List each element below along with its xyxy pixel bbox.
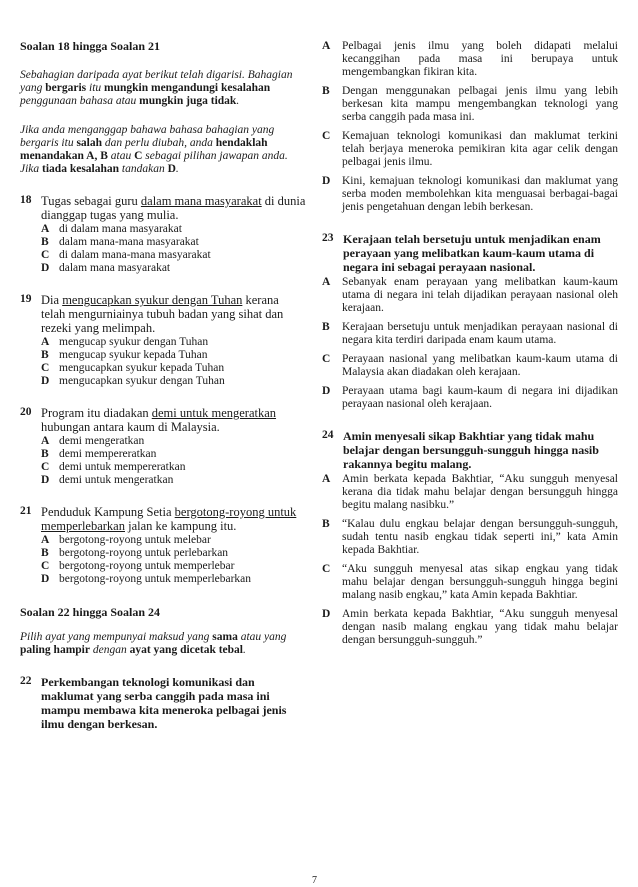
option-a[interactable]: A mengucap syukur dengan Tuhan <box>41 336 209 348</box>
question-number: 20 <box>20 406 32 418</box>
options-list <box>41 223 306 275</box>
underlined-phrase: dalam mana masyarakat <box>140 194 262 208</box>
option-c[interactable]: C Perayaan nasional yang melibatkan kaum-kaum utama di Malaysia akan diadakan oleh kerajaan. <box>322 353 618 378</box>
option-c[interactable]: C mengucapkan syukur kepada Tuhan <box>41 362 225 374</box>
question-number: 24 <box>322 429 334 441</box>
page-number: 7 <box>312 875 317 886</box>
left-column <box>20 40 306 731</box>
question-24-options <box>322 473 618 647</box>
options-list <box>41 336 306 388</box>
question-24 <box>322 429 618 471</box>
options-list <box>41 435 306 487</box>
question-19 <box>20 293 306 388</box>
option-a[interactable]: A demi mengeratkan <box>41 435 145 447</box>
option-b[interactable]: B demi mempereratkan <box>41 448 157 460</box>
question-21 <box>20 505 306 586</box>
question-20 <box>20 406 306 487</box>
option-a[interactable]: A Sebanyak enam perayaan yang melibatkan kaum-kaum utama di negara ini telah dijadikan perayaan nasional oleh kerajaan. <box>322 276 618 314</box>
question-22 <box>20 675 306 731</box>
question-stem: Tugas sebagai guru dalam mana masyarakat di dunia dianggap tugas yang mulia. <box>41 194 306 222</box>
question-stem: Dia mengucapkan syukur dengan Tuhan kerana telah mengurniainya tubuh badan yang sihat dan rezeki yang melimpah. <box>41 293 284 335</box>
question-23 <box>322 232 618 274</box>
option-c[interactable]: C bergotong-royong untuk memperlebar <box>41 560 235 572</box>
question-number: 19 <box>20 293 32 305</box>
option-d[interactable]: D Kini, kemajuan teknologi komunikasi dan maklumat yang serba moden membolehkan kita menguasai berbagai-bagai jenis pengetahuan dengan lebih berkesan. <box>322 175 618 213</box>
instructions-paragraph-3: Pilih ayat yang mempunyai maksud yang sama atau yang paling hampir dengan ayat yang dicetak tebal. <box>20 631 287 656</box>
option-b[interactable]: B dalam mana-mana masyarakat <box>41 236 199 248</box>
question-stem: Perkembangan teknologi komunikasi dan maklumat yang serba canggih pada masa ini mampu membawa kita meneroka pelbagai jenis ilmu dengan berkesan. <box>41 675 287 731</box>
option-d[interactable]: D Perayaan utama bagi kaum-kaum di negara ini dijadikan perayaan nasional oleh kerajaan. <box>322 385 618 410</box>
option-a[interactable]: A Amin berkata kepada Bakhtiar, “Aku sungguh menyesal kerana dia tidak mahu belajar dengan bersungguh hingga begitu malang nasibku.” <box>322 473 618 511</box>
underlined-phrase: bergotong-royong untuk memperlebarkan <box>41 505 297 533</box>
question-number: 22 <box>20 675 32 687</box>
question-stem: Amin menyesali sikap Bakhtiar yang tidak mahu belajar dengan bersungguh-sungguh hingga nasib rakannya begitu malang. <box>343 429 599 471</box>
options-list <box>41 534 306 586</box>
section-heading-18-21: Soalan 18 hingga Soalan 21 <box>20 39 161 53</box>
instructions-paragraph-2: Jika anda menganggap bahawa bahasa bahagian yang bergaris itu salah dan perlu diubah, anda hendaklah menandakan A, B atau C sebagai pilihan jawapan anda. Jika tiada kesalahan tandakan D. <box>20 124 288 175</box>
underlined-phrase: demi untuk mengeratkan <box>151 406 277 420</box>
option-c[interactable]: C Kemajuan teknologi komunikasi dan maklumat terkini telah berjaya meneroka pemikiran kita agar celik dengan pelbagai jenis ilmu. <box>322 130 618 168</box>
question-number: 21 <box>20 505 32 517</box>
option-b[interactable]: B Kerajaan bersetuju untuk menjadikan perayaan nasional di negara kita terdiri daripada enam kaum utama. <box>322 321 618 346</box>
question-stem: Program itu diadakan demi untuk mengeratkan hubungan antara kaum di Malaysia. <box>41 406 277 434</box>
question-stem: Kerajaan telah bersetuju untuk menjadikan enam perayaan yang melibatkan kaum-kaum utama di negara ini sebagai perayaan nasional. <box>343 232 601 274</box>
option-b[interactable]: B mengucap syukur kepada Tuhan <box>41 349 208 361</box>
question-stem: Penduduk Kampung Setia bergotong-royong untuk memperlebarkan jalan ke kampung itu. <box>41 505 297 533</box>
option-d[interactable]: D dalam mana masyarakat <box>41 262 171 274</box>
option-a[interactable]: A bergotong-royong untuk melebar <box>41 534 211 546</box>
section-heading-22-24: Soalan 22 hingga Soalan 24 <box>20 605 161 619</box>
question-23-options <box>322 276 618 411</box>
option-d[interactable]: D mengucapkan syukur dengan Tuhan <box>41 375 225 387</box>
option-b[interactable]: B bergotong-royong untuk perlebarkan <box>41 547 229 559</box>
option-c[interactable]: C “Aku sungguh menyesal atas sikap engkau yang tidak mahu belajar dengan bersungguh-sungguh hingga begini malang nasib engkau,” kata Amin kepada Bakhtiar. <box>322 563 618 601</box>
instructions-paragraph-1: Sebahagian daripada ayat berikut telah digarisi. Bahagian yang bergaris itu mungkin mengandungi kesalahan penggunaan bahasa atau mungkin juga tidak. <box>20 69 293 107</box>
option-d[interactable]: D Amin berkata kepada Bakhtiar, “Aku sungguh menyesal dengan nasib malang engkau yang tidak mahu belajar dengan bersungguh-sungguh.” <box>322 608 618 646</box>
option-d[interactable]: D demi untuk mengeratkan <box>41 474 174 486</box>
underlined-phrase: mengucapkan syukur dengan Tuhan <box>62 293 243 307</box>
option-d[interactable]: D bergotong-royong untuk memperlebarkan <box>41 573 252 585</box>
option-a[interactable]: A di dalam mana masyarakat <box>41 223 182 235</box>
option-c[interactable]: C demi untuk mempereratkan <box>41 461 186 473</box>
right-column <box>322 40 618 647</box>
question-number: 23 <box>322 232 334 244</box>
option-c[interactable]: C di dalam mana-mana masyarakat <box>41 249 211 261</box>
question-22-options <box>322 40 618 214</box>
question-number: 18 <box>20 194 32 206</box>
option-a[interactable]: A Pelbagai jenis ilmu yang boleh didapati melalui kecanggihan pada masa ini berupaya untuk mengembangkan fikiran kita. <box>322 40 618 78</box>
question-18 <box>20 194 306 275</box>
option-b[interactable]: B “Kalau dulu engkau belajar dengan bersungguh-sungguh, sudah tentu nasib engkau tidak seperti ini,” kata Amin kepada Bakhtiar. <box>322 518 618 556</box>
option-b[interactable]: B Dengan menggunakan pelbagai jenis ilmu yang lebih berkesan kita mampu mengembangkan teknologi yang serba canggih pada masa ini. <box>322 85 618 123</box>
